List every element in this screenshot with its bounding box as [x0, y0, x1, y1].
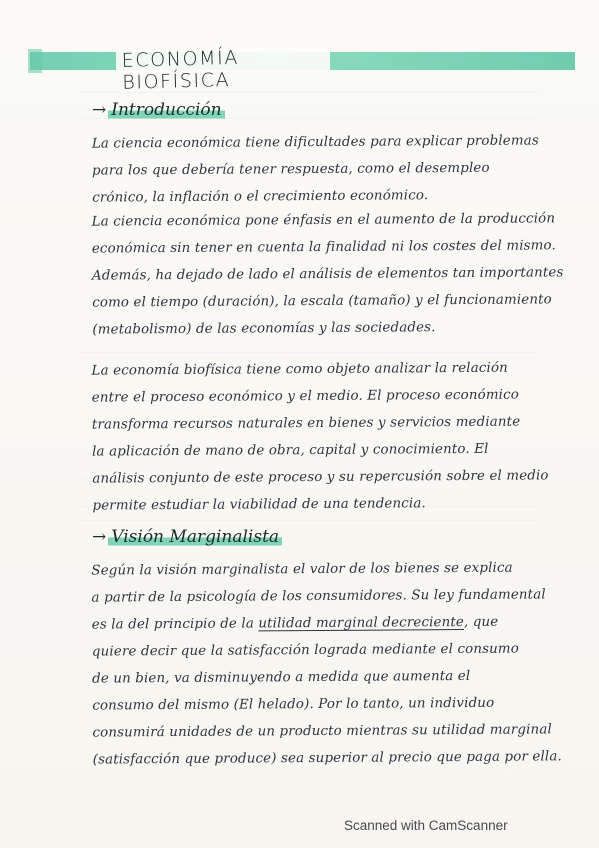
- text-line: La economía biofísica tiene como objeto analizar la relación: [91, 360, 508, 379]
- text-line: quiere decir que la satisfacción lograda mediante el consumo: [91, 641, 520, 660]
- scanner-watermark: Scanned with CamScanner: [344, 818, 508, 833]
- section-heading-vision-marginalista: [92, 527, 282, 547]
- text-line: a partir de la psicología de los consumidores. Su ley fundamental: [91, 587, 546, 606]
- text-line: análisis conjunto de este proceso y su repercusión sobre el medio: [92, 468, 549, 487]
- underlined-term: utilidad marginal decreciente: [258, 614, 465, 632]
- text-line: como el tiempo (duración), la escala (tamaño) y el funcionamiento: [92, 292, 552, 311]
- text-line: entre el proceso económico y el medio. El proceso económico: [91, 387, 519, 406]
- page-title: ECONOMÍA BIOFÍSICA: [121, 46, 240, 94]
- arrow-icon: →: [92, 100, 107, 120]
- text-line: consumirá unidades de un producto mientras su utilidad marginal: [92, 722, 552, 741]
- arrow-icon: →: [92, 527, 107, 547]
- text-line: (metabolismo) de las economías y las sociedades.: [92, 320, 436, 338]
- text-line: consumo del mismo (El helado). Por lo tanto, un individuo: [92, 695, 495, 714]
- text-line: para los que debería tener respuesta, como el desempleo: [91, 160, 490, 179]
- text-line: la aplicación de mano de obra, capital y conocimiento. El: [92, 441, 489, 460]
- text-line: es la del principio de la utilidad marginal decreciente, que: [91, 614, 499, 633]
- section-heading-introduccion: [92, 100, 225, 120]
- text-line: de un bien, va disminuyendo a medida que aumenta el: [92, 668, 471, 687]
- heading-label: Introducción: [108, 100, 224, 120]
- paragraph: [92, 127, 548, 211]
- heading-label: Visión Marginalista: [108, 527, 282, 547]
- paragraph: [91, 205, 564, 343]
- text-line: Además, ha dejado de lado el análisis de elementos tan importantes: [91, 265, 564, 284]
- text-line: transforma recursos naturales en bienes y servicios mediante: [91, 414, 521, 433]
- text-line: La ciencia económica pone énfasis en el aumento de la producción: [91, 211, 556, 230]
- text-line: crónico, la inflación o el crecimiento económico.: [92, 188, 429, 206]
- text-line: económica sin tener en cuenta la finalidad ni los costes del mismo.: [91, 238, 556, 257]
- paragraph: [91, 354, 547, 519]
- paragraph: [91, 554, 562, 773]
- text-line: La ciencia económica tiene dificultades para explicar problemas: [91, 133, 539, 152]
- text-line: (satisfacción que produce) sea superior al precio que paga por ella.: [92, 749, 562, 768]
- text-line: permite estudiar la viabilidad de una tendencia.: [92, 496, 426, 514]
- text-line: Según la visión marginalista el valor de los bienes se explica: [91, 560, 513, 579]
